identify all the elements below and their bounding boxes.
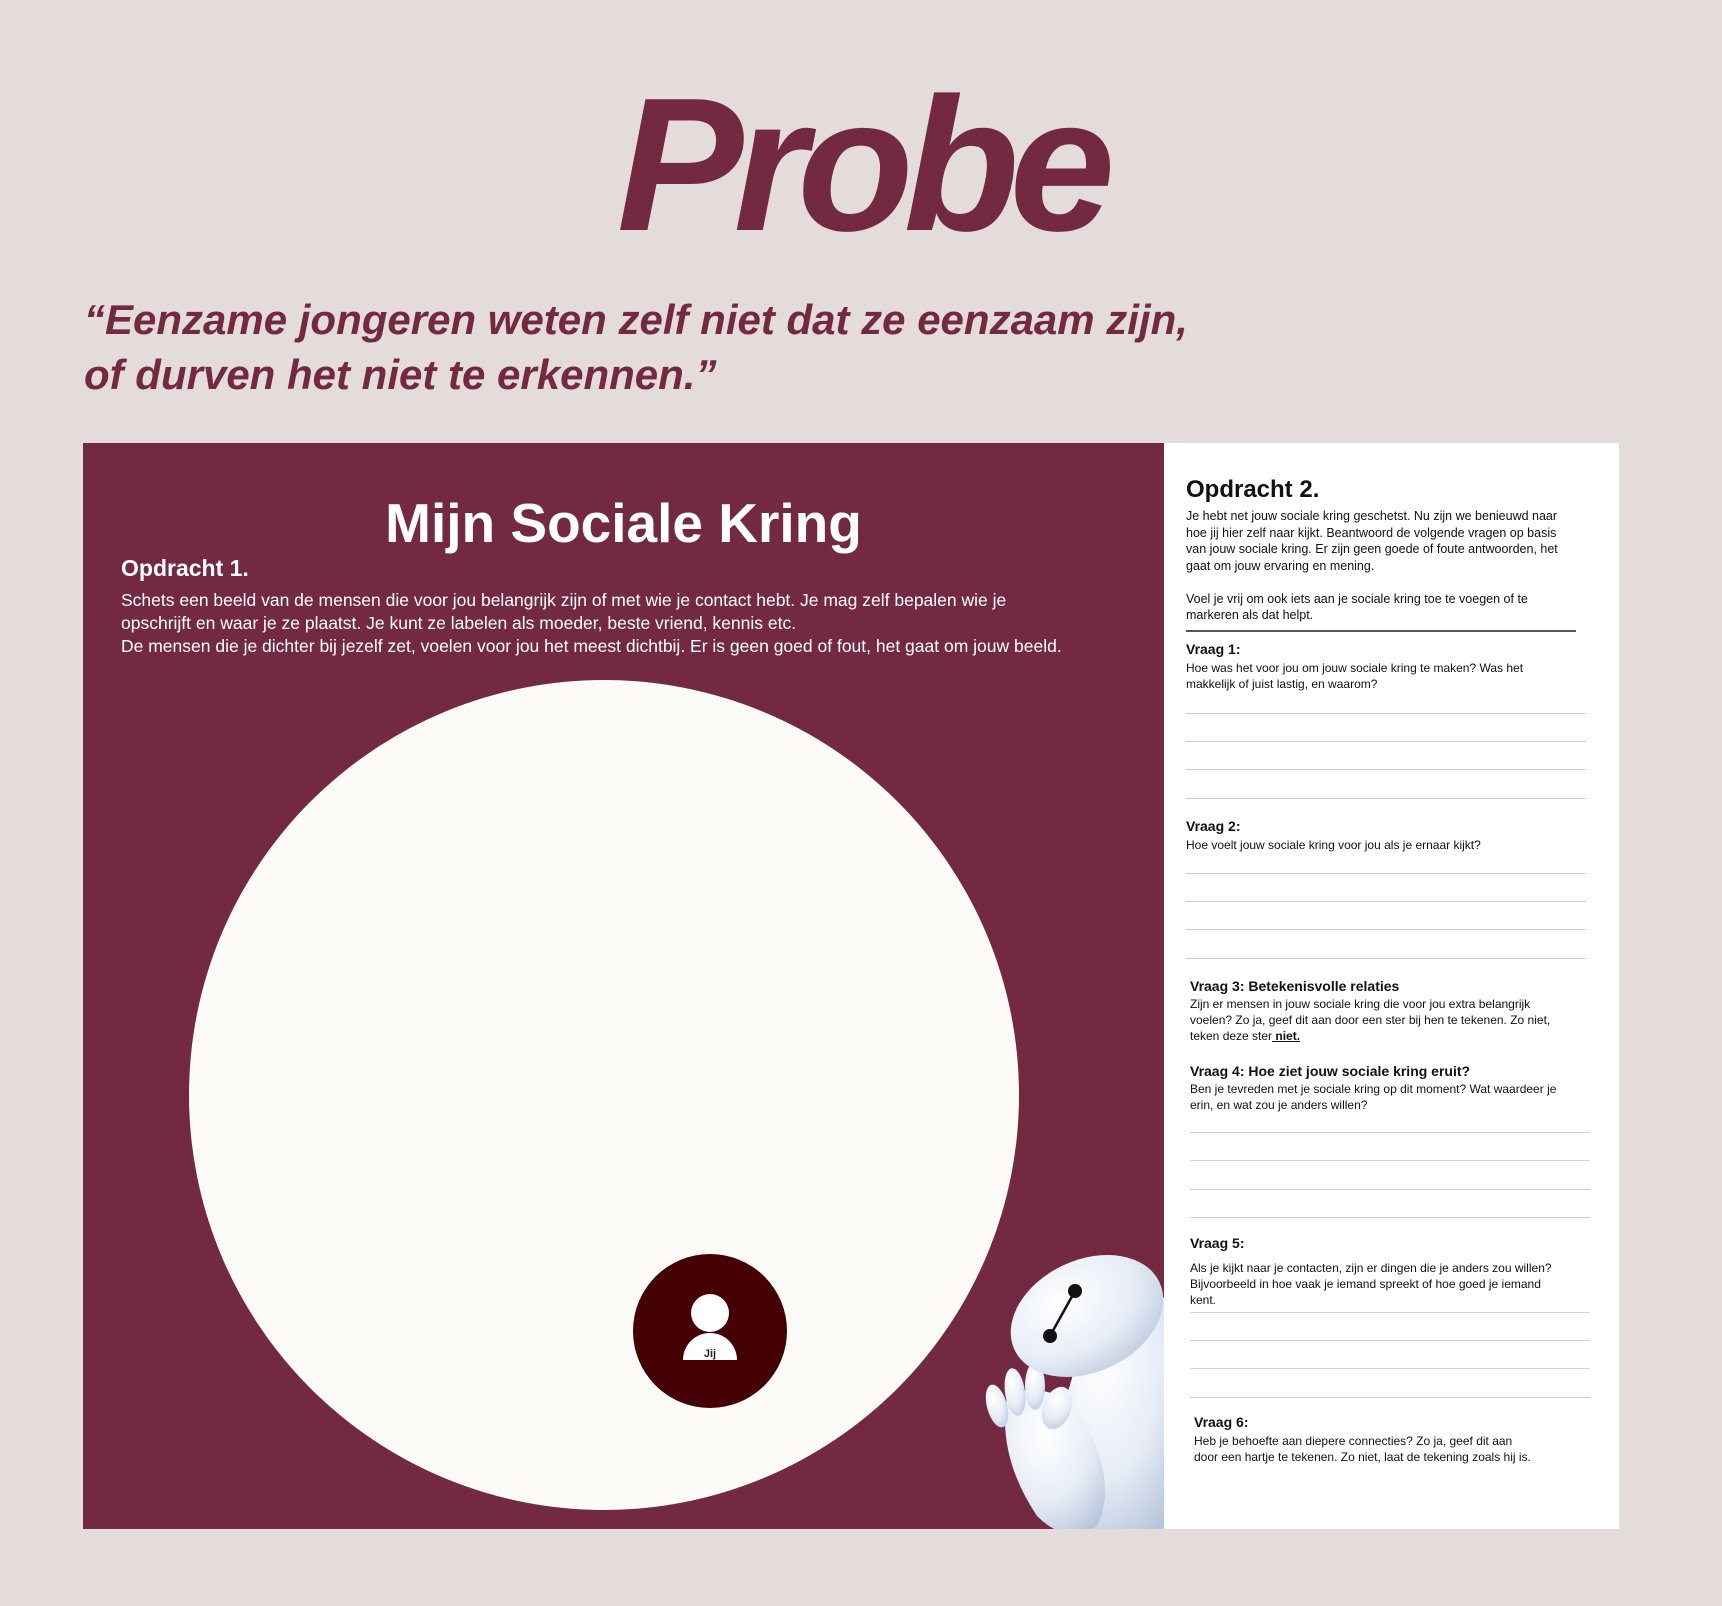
self-marker <box>633 1254 787 1408</box>
intro-line: van jouw sociale kring. Er zijn geen goede of foute antwoorden, het <box>1186 542 1558 556</box>
quote-line-2: of durven het niet te erkennen.” <box>84 351 717 398</box>
question-2-title: Vraag 2: <box>1186 818 1241 834</box>
assignment-1-title: Opdracht 1. <box>121 555 249 581</box>
question-6-text: Heb je behoefte aan diepere connecties? Zo ja, geef dit aan door een hartje te tekenen. Zo niet, laat de tekening zoals hij is. <box>1194 1434 1531 1464</box>
question-3-body: Zijn er mensen in jouw sociale kring die voor jou extra belangrijk voelen? Zo ja, geef dit aan door een ster bij hen te tekenen. Zo niet, teken deze ster <box>1190 997 1551 1043</box>
page-title: Probe <box>616 59 1106 271</box>
answer-line[interactable] <box>1190 1189 1590 1190</box>
answer-line[interactable] <box>1186 873 1586 874</box>
answer-line[interactable] <box>1190 1340 1590 1341</box>
question-4-text: Ben je tevreden met je sociale kring op dit moment? Wat waardeer je erin, en wat zou je anders willen? <box>1190 1082 1557 1112</box>
social-circle-title: Mijn Sociale Kring <box>385 492 862 554</box>
question-6-title: Vraag 6: <box>1194 1414 1249 1430</box>
question-3-title: Vraag 3: Betekenisvolle relaties <box>1190 978 1400 994</box>
assignment-1-text <box>121 589 1146 658</box>
answer-line[interactable] <box>1186 741 1586 742</box>
self-label: Jij <box>703 1348 717 1360</box>
answer-line[interactable] <box>1186 769 1586 770</box>
questions-panel <box>1164 443 1619 1529</box>
question-3-emphasis: niet. <box>1272 1029 1301 1043</box>
assignment-1-line: Schets een beeld van de mensen die voor jou belangrijk zijn of met wie je contact hebt. Je mag zelf bepalen wie je <box>121 590 1007 610</box>
question-5-title: Vraag 5: <box>1190 1235 1245 1251</box>
answer-line[interactable] <box>1186 929 1586 930</box>
social-circle-panel <box>83 443 1164 1529</box>
intro-line: Je hebt net jouw sociale kring geschetst. Nu zijn we benieuwd naar <box>1186 509 1558 523</box>
assignment-1-line: opschrijft en waar je ze plaatst. Je kunt ze labelen als moeder, beste vriend, kennis etc. <box>121 613 797 633</box>
quote <box>84 292 1484 402</box>
question-3-text <box>1190 996 1570 1044</box>
assignment-2-title: Opdracht 2. <box>1186 476 1320 503</box>
answer-line[interactable] <box>1186 958 1586 959</box>
intro-line: markeren als dat helpt. <box>1186 608 1314 622</box>
question-4-title: Vraag 4: Hoe ziet jouw sociale kring eruit? <box>1190 1063 1471 1079</box>
assignment-2-intro <box>1186 508 1596 624</box>
answer-line[interactable] <box>1190 1160 1590 1161</box>
robot-mascot-illustration <box>977 1226 1164 1529</box>
intro-line: gaat om jouw ervaring en mening. <box>1186 558 1375 573</box>
intro-line: hoe jij hier zelf naar kijkt. Beantwoord de volgende vragen op basis <box>1186 525 1557 540</box>
question-2-text: Hoe voelt jouw sociale kring voor jou als je ernaar kijkt? <box>1186 838 1481 852</box>
answer-line[interactable] <box>1190 1132 1590 1133</box>
question-1-title: Vraag 1: <box>1186 641 1241 657</box>
answer-line[interactable] <box>1190 1217 1590 1218</box>
answer-line[interactable] <box>1190 1397 1590 1398</box>
answer-line[interactable] <box>1190 1368 1590 1369</box>
assignment-1-line: De mensen die je dichter bij jezelf zet, voelen voor jou het meest dichtbij. Er is geen goed of fout, het gaat om jouw beeld. <box>121 636 1062 656</box>
intro-line: Voel je vrij om ook iets aan je sociale kring toe te voegen of te <box>1186 591 1528 606</box>
answer-line[interactable] <box>1186 901 1586 902</box>
answer-line[interactable] <box>1186 798 1586 799</box>
question-5-text: Als je kijkt naar je contacten, zijn er dingen die je anders zou willen? Bijvoorbeeld in hoe vaak je iemand spreekt of hoe goed je iemand kent. <box>1190 1261 1552 1307</box>
divider <box>1186 630 1576 632</box>
drawing-circle[interactable] <box>189 680 1019 1510</box>
answer-line[interactable] <box>1190 1312 1590 1313</box>
quote-line-1: “Eenzame jongeren weten zelf niet dat ze eenzaam zijn, <box>84 296 1188 343</box>
question-1-text: Hoe was het voor jou om jouw sociale kring te maken? Was het makkelijk of juist lastig, en waarom? <box>1186 661 1524 691</box>
answer-line[interactable] <box>1186 713 1586 714</box>
